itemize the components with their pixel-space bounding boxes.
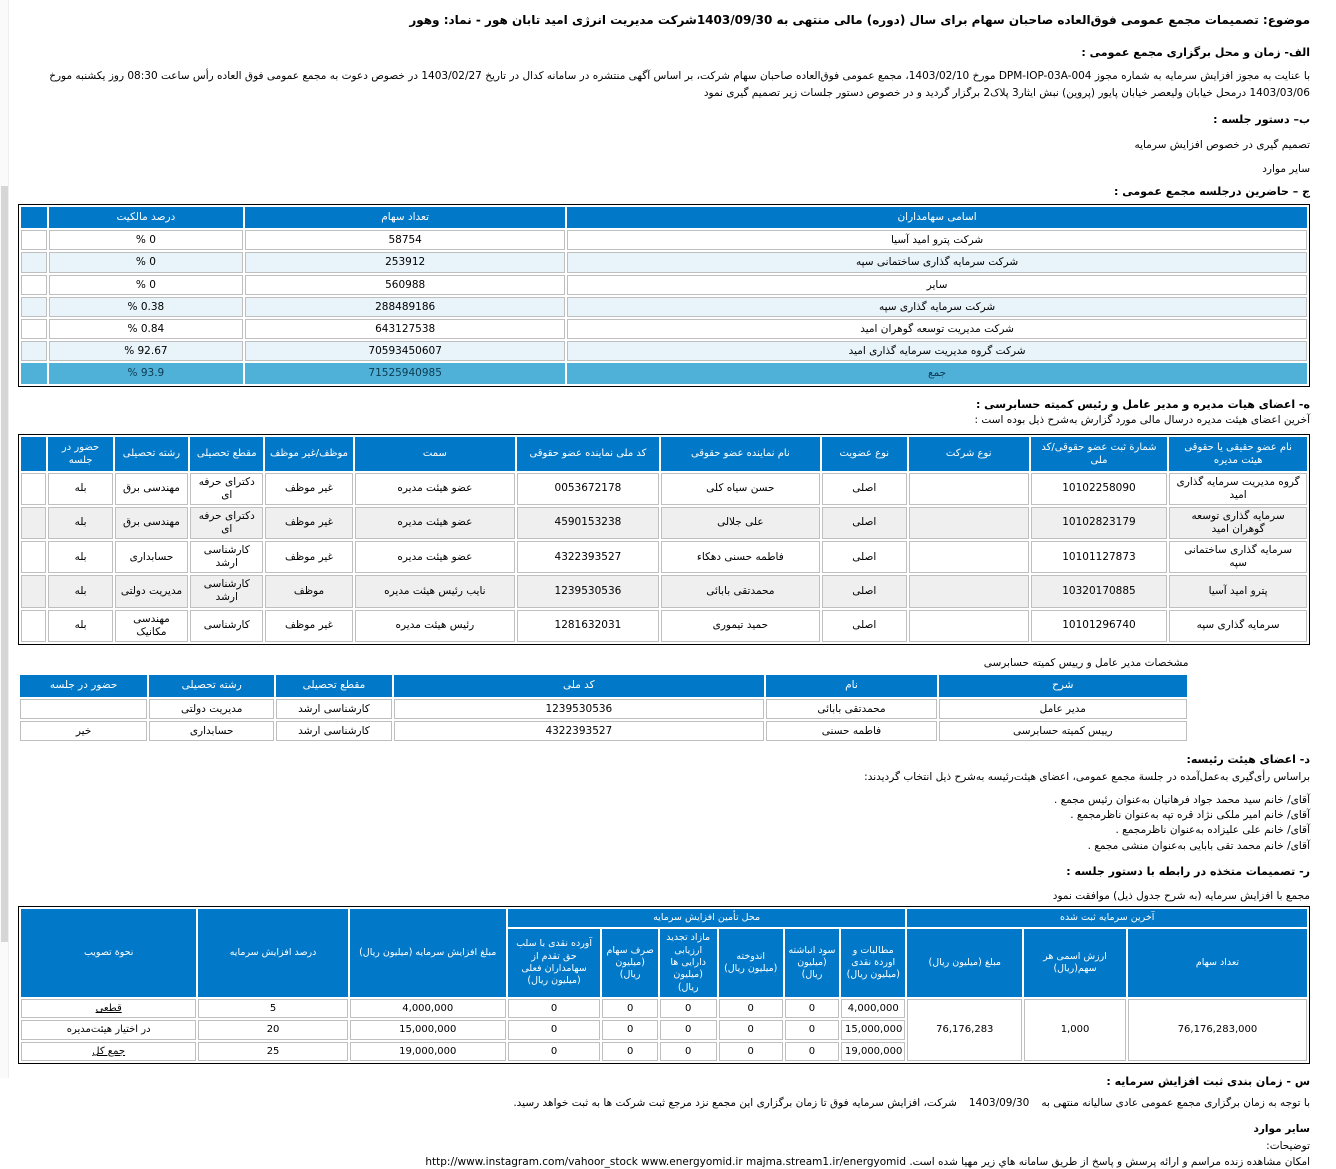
executive-status: موظف <box>265 575 352 607</box>
increase-percent: 25 <box>198 1042 347 1062</box>
cash-waiver: 0 <box>508 1020 601 1040</box>
retained-earnings: 0 <box>785 1042 839 1062</box>
board-col-rep-national-id: کد ملی نماینده عضو حقوقی <box>517 437 659 471</box>
presidium-member: آقای/ خانم محمد تقی بابایی به‌عنوان منشی مجمع . <box>1087 839 1310 852</box>
representative-name: حسن سیاه کلی <box>661 473 820 505</box>
shares-count: 643127538 <box>245 319 565 339</box>
cash-waiver: 0 <box>508 999 601 1019</box>
dec-col-amount: مبلغ (میلیون ریال) <box>907 929 1022 997</box>
section-r-heading: ر- تصمیمات متخذه در رابطه با دستور جلسه : <box>1066 864 1310 878</box>
dec-col-retained-earnings: سود انباشته (میلیون ریال) <box>785 929 839 997</box>
attendees-col-percent: درصد مالکیت <box>49 207 244 229</box>
membership-type: اصلی <box>822 575 907 607</box>
attendees-header-row <box>21 207 1307 229</box>
ownership-percent: % 0 <box>49 230 244 250</box>
scrollbar-thumb[interactable] <box>1 186 8 942</box>
board-col-position: سمت <box>355 437 516 471</box>
dec-col-receivables-cash: مطالبات و اوردة نقدی (میلیون ریال) <box>841 929 905 997</box>
attendance: بله <box>48 610 112 642</box>
receivables-cash: 15,000,000 <box>841 1020 905 1040</box>
notes-label: توضیحات: <box>1266 1139 1310 1152</box>
dec-col-share-count: تعداد سهام <box>1128 929 1307 997</box>
shareholder-name: شرکت پترو امید آسیا <box>567 230 1307 250</box>
section-d-heading: د- اعضای هیئت رئیسه: <box>1186 752 1310 766</box>
position: عضو هیئت مدیره <box>355 507 516 539</box>
rep-national-id: 4590153238 <box>517 507 659 539</box>
degree: کارشناسی <box>190 610 263 642</box>
person-name: محمدتقی بابائی <box>766 699 937 719</box>
section-other <box>18 1122 1310 1169</box>
increase-percent: 5 <box>198 999 347 1019</box>
reserves: 0 <box>719 999 783 1019</box>
spacer-cell <box>21 473 46 505</box>
section-agenda <box>18 113 1310 176</box>
section-attendees <box>18 185 1310 387</box>
other-heading: سایر موارد <box>1253 1123 1310 1136</box>
reserves: 0 <box>719 1042 783 1062</box>
attendees-col-shares: تعداد سهام <box>245 207 565 229</box>
registered-capital-group-header: آخرین سرمایه ثبت شده <box>907 909 1307 927</box>
executive-row <box>20 721 1187 741</box>
board-col-company-type: نوع شرکت <box>909 437 1029 471</box>
position: نایب رئیس هیئت مدیره <box>355 575 516 607</box>
attendance: بله <box>48 473 112 505</box>
executive-status: غیر موظف <box>265 541 352 573</box>
board-row <box>21 610 1307 642</box>
total-shares: 71525940985 <box>245 363 565 383</box>
board-col-member-name: نام عضو حقیقی یا حقوقی هیئت مدیره <box>1169 437 1307 471</box>
national-id: 1239530536 <box>394 699 764 719</box>
exec-col-name: نام <box>766 675 937 697</box>
executive-header-row <box>20 675 1187 697</box>
spacer-cell <box>21 507 46 539</box>
ownership-percent: % 0 <box>49 275 244 295</box>
attendance: خیر <box>20 721 147 741</box>
funding-source-group-header: محل تأمین افزایش سرمایه <box>508 909 906 927</box>
dec-col-reserves: اندوخته (میلیون ریال) <box>719 929 783 997</box>
shares-count: 560988 <box>245 275 565 295</box>
increase-amount: 15,000,000 <box>350 1020 506 1040</box>
dec-col-increase-amount: مبلغ افزایش سرمایه (میلیون ریال) <box>350 909 506 997</box>
dec-col-par-value: ارزش اسمی هر سهم(ریال) <box>1024 929 1126 997</box>
timing-lead: با توجه به زمان برگزاری مجمع عمومی عادی سالیانه منتهی به <box>1041 1097 1310 1110</box>
share-premium: 0 <box>602 1020 657 1040</box>
membership-type: اصلی <box>822 541 907 573</box>
field: حسابداری <box>149 721 274 741</box>
field: مدیریت دولتی <box>149 699 274 719</box>
notes-body: امکان مشاهده زنده مراسم و ارائه پرسش و پاسخ از طریق سامانه هاي زیر مهیا شده است. http://www.instagram.com/vahoor_stock www.energyomid.ir majma.stream1.ir/energyomid <box>425 1155 1310 1168</box>
board-col-degree: مقطع تحصیلی <box>190 437 263 471</box>
attendance: بله <box>48 541 112 573</box>
rep-national-id: 1281632031 <box>517 610 659 642</box>
ownership-percent: % 0.38 <box>49 297 244 317</box>
shareholder-name: شرکت سرمایه گذاری ساختمانی سپه <box>567 252 1307 272</box>
person-name: فاطمه حسنی <box>766 721 937 741</box>
company-type <box>909 575 1029 607</box>
spacer-cell <box>21 610 46 642</box>
national-id: 4322393527 <box>394 721 764 741</box>
spacer-cell <box>21 275 47 295</box>
shareholder-row <box>21 297 1307 317</box>
executive-table-title: مشخصات مدیر عامل و رییس کمیته حسابرسی <box>983 656 1189 669</box>
dec-col-increase-percent: درصد افزایش سرمایه <box>198 909 347 997</box>
position: عضو هیئت مدیره <box>355 473 516 505</box>
dec-col-cash-waiver: آورده نقدی با سلب حق تقدم از سهامداران فعلی (میلیون ریال) <box>508 929 601 997</box>
section-presidium <box>18 753 1310 854</box>
executive-table <box>18 673 1189 743</box>
ownership-percent: % 92.67 <box>49 341 244 361</box>
increase-amount: 19,000,000 <box>350 1042 506 1062</box>
registered-par-value: 1,000 <box>1024 999 1126 1062</box>
scrollbar-track[interactable] <box>0 0 9 1078</box>
degree: کارشناسی ارشد <box>190 575 263 607</box>
capital-increase-table <box>18 906 1310 1065</box>
shareholder-row <box>21 230 1307 250</box>
board-row <box>21 473 1307 505</box>
revaluation-surplus: 0 <box>660 999 717 1019</box>
membership-type: اصلی <box>822 507 907 539</box>
field: مدیریت دولتی <box>115 575 188 607</box>
exec-col-attendance: حضور در جلسه <box>20 675 147 697</box>
spacer-cell <box>21 230 47 250</box>
timing-date: 1403/09/30 <box>968 1097 1030 1110</box>
page-title: موضوع: تصمیمات مجمع عمومی فوق‌العاده صاحبان سهام برای سال (دوره) مالی منتهی به 1403/09/30شرکت مدیریت انرژی امید تابان هور - نماد: وهور <box>409 13 1310 27</box>
section-registration-timing <box>18 1075 1310 1110</box>
cash-waiver: 0 <box>508 1042 601 1062</box>
representative-name: فاطمه حسنی دهکاء <box>661 541 820 573</box>
board-row <box>21 575 1307 607</box>
registration-id: 10101127873 <box>1031 541 1168 573</box>
executive-status: غیر موظف <box>265 473 352 505</box>
total-label: جمع <box>567 363 1307 383</box>
approval-method: جمع کل <box>21 1042 196 1062</box>
receivables-cash: 19,000,000 <box>841 1042 905 1062</box>
attendees-table <box>18 204 1310 387</box>
board-row <box>21 507 1307 539</box>
section-e-subtitle: آخرین اعضای هیئت مدیره درسال مالی مورد گزارش به‌شرح ذیل بوده است : <box>974 414 1310 427</box>
capital-increase-row <box>21 999 1307 1019</box>
increase-percent: 20 <box>198 1020 347 1040</box>
board-row <box>21 541 1307 573</box>
decisions-group-header-row <box>21 909 1307 927</box>
spacer-cell <box>21 575 46 607</box>
position: رئیس هیئت مدیره <box>355 610 516 642</box>
membership-type: اصلی <box>822 610 907 642</box>
member-name: پترو امید آسیا <box>1169 575 1307 607</box>
presidium-member: آقای/ خانم علی علیزاده به‌عنوان ناظرمجمع . <box>1115 824 1310 837</box>
field: مهندسی مکانیک <box>115 610 188 642</box>
approval-method: قطعی <box>21 999 196 1019</box>
registered-amount: 76,176,283 <box>907 999 1022 1062</box>
member-name: سرمایه گذاری سپه <box>1169 610 1307 642</box>
company-type <box>909 507 1029 539</box>
rep-national-id: 1239530536 <box>517 575 659 607</box>
attendance: بله <box>48 575 112 607</box>
section-b-heading: ب– دستور جلسه : <box>1213 112 1310 126</box>
approval-note: مجمع با افزایش سرمایه (به شرح جدول ذیل) موافقت نمود <box>1052 889 1310 902</box>
revaluation-surplus: 0 <box>660 1042 717 1062</box>
section-meeting-time-place <box>18 46 1310 101</box>
section-a-body: با عنایت به مجوز افزایش سرمایه به شماره مجوز DPM-IOP-03A-004 مورخ 1403/02/10، مجمع عمومی فوق‌العاده صاحبان سهام شرکت، بر اساس آگهی منتشره در سامانه کدال در تاریخ 1403/02/27 در خصوص دعوت به مجمع عمومی فوق العاده رأس ساعت 08:30 روز یکشنبه مورخ 1403/03/06 درمحل خیابان ولیعصر خیابان پایور (پروین) نبش ایثار3 پلاک2 برگزار گردید و در خصوص دستور جلسات زیر تصمیم گیری نمود <box>49 70 1310 99</box>
section-c-heading: ج – حاضرین درجلسه مجمع عمومی : <box>1114 184 1310 198</box>
field: حسابداری <box>115 541 188 573</box>
registration-timing-text <box>18 1096 1310 1110</box>
reserves: 0 <box>719 1020 783 1040</box>
total-percent: % 93.9 <box>49 363 244 383</box>
timing-rest: شرکت، افزایش سرمایه فوق تا زمان برگزاری این مجمع نزد مرجع ثبت شرکت ها به ثبت خواهد رسید. <box>513 1097 957 1110</box>
presidium-member: آقای/ خانم سید محمد جواد فرهانیان به‌عنوان رئیس مجمع . <box>1053 793 1310 806</box>
exec-col-degree: مقطع تحصیلی <box>276 675 392 697</box>
member-name: سرمایه گذاری ساختمانی سپه <box>1169 541 1307 573</box>
field: مهندسی برق <box>115 473 188 505</box>
registration-id: 10102823179 <box>1031 507 1168 539</box>
shares-count: 70593450607 <box>245 341 565 361</box>
retained-earnings: 0 <box>785 1020 839 1040</box>
attendees-col-spacer <box>21 207 47 229</box>
member-name: سرمایه گذاری توسعه گوهران امید <box>1169 507 1307 539</box>
rep-national-id: 0053672178 <box>517 473 659 505</box>
role: مدیر عامل <box>939 699 1187 719</box>
attendance <box>20 699 147 719</box>
company-type <box>909 541 1029 573</box>
degree: کارشناسی ارشد <box>276 721 392 741</box>
shareholder-name: شرکت مدیریت توسعه گوهران امید <box>567 319 1307 339</box>
section-s-heading: س - زمان بندی ثبت افزایش سرمایه : <box>1106 1075 1310 1089</box>
position: عضو هیئت مدیره <box>355 541 516 573</box>
receivables-cash: 4,000,000 <box>841 999 905 1019</box>
share-premium: 0 <box>602 999 657 1019</box>
exec-col-field: رشته تحصیلی <box>149 675 274 697</box>
board-col-attendance: حضور در جلسه <box>48 437 112 471</box>
section-a-heading: الف- زمان و محل برگزاری مجمع عمومی : <box>1081 46 1310 60</box>
presidium-member: آقای/ خانم امیر ملکی نژاد قره تپه به‌عنوان ناظرمجمع . <box>1070 809 1310 822</box>
ownership-percent: % 0.84 <box>49 319 244 339</box>
attendees-total-row <box>21 363 1307 383</box>
executive-status: غیر موظف <box>265 507 352 539</box>
company-type <box>909 610 1029 642</box>
member-name: گروه مدیریت سرمایه گذاری امید <box>1169 473 1307 505</box>
membership-type: اصلی <box>822 473 907 505</box>
spacer-cell <box>21 341 47 361</box>
shares-count: 58754 <box>245 230 565 250</box>
section-d-intro: براساس رأی‌گیری به‌عمل‌آمده در جلسة مجمع عمومی، اعضای هیئت‌رئیسه به‌شرح ذیل انتخاب گردیدند: <box>864 770 1310 783</box>
attendance: بله <box>48 507 112 539</box>
exec-col-role: شرح <box>939 675 1187 697</box>
board-col-executive-status: موظف/غیر موظف <box>265 437 352 471</box>
board-col-spacer <box>21 437 46 471</box>
shareholder-row <box>21 252 1307 272</box>
board-col-field: رشته تحصیلی <box>115 437 188 471</box>
spacer-cell <box>21 541 46 573</box>
degree: دکترای حرفه ای <box>190 473 263 505</box>
revaluation-surplus: 0 <box>660 1020 717 1040</box>
registration-id: 10102258090 <box>1031 473 1168 505</box>
exec-col-national-id: کد ملی <box>394 675 764 697</box>
board-col-representative: نام نماینده عضو حقوقی <box>661 437 820 471</box>
shares-count: 288489186 <box>245 297 565 317</box>
spacer-cell <box>21 319 47 339</box>
degree: دکترای حرفه ای <box>190 507 263 539</box>
shares-count: 253912 <box>245 252 565 272</box>
approval-method: در اختیار هیئت‌مدیره <box>21 1020 196 1040</box>
board-col-membership-type: نوع عضویت <box>822 437 907 471</box>
board-header-row <box>21 437 1307 471</box>
dec-col-share-premium: صرف سهام (میلیون ریال) <box>602 929 657 997</box>
ownership-percent: % 0 <box>49 252 244 272</box>
shareholder-row <box>21 341 1307 361</box>
shareholder-row <box>21 275 1307 295</box>
field: مهندسی برق <box>115 507 188 539</box>
spacer-cell <box>21 252 47 272</box>
section-e-heading: ه- اعضای هیات مدیره و مدیر عامل و رئیس کمیته حسابرسی : <box>975 397 1310 411</box>
shareholder-name: شرکت سرمایه گذاری سپه <box>567 297 1307 317</box>
company-type <box>909 473 1029 505</box>
degree: کارشناسی ارشد <box>190 541 263 573</box>
shareholder-name: شرکت گروه مدیریت سرمایه گذاری امید <box>567 341 1307 361</box>
share-premium: 0 <box>602 1042 657 1062</box>
section-decisions <box>18 865 1310 1065</box>
section-board-members <box>18 398 1310 645</box>
board-table <box>18 434 1310 645</box>
registered-share-count: 76,176,283,000 <box>1128 999 1307 1062</box>
representative-name: علی جلالی <box>661 507 820 539</box>
board-col-registration-id: شمارة ثبت عضو حقوقی/کد ملی <box>1031 437 1168 471</box>
retained-earnings: 0 <box>785 999 839 1019</box>
registration-id: 10320170885 <box>1031 575 1168 607</box>
registration-id: 10101296740 <box>1031 610 1168 642</box>
executive-row <box>20 699 1187 719</box>
agenda-item: سایر موارد <box>1262 162 1310 175</box>
shareholder-name: سایر <box>567 275 1307 295</box>
increase-amount: 4,000,000 <box>350 999 506 1019</box>
attendees-col-name: اسامی سهامداران <box>567 207 1307 229</box>
shareholder-row <box>21 319 1307 339</box>
section-executive <box>18 656 1189 743</box>
role: رییس کمیته حسابرسی <box>939 721 1187 741</box>
representative-name: حمید تیموری <box>661 610 820 642</box>
dec-col-approval-method: نحوة تصویب <box>21 909 196 997</box>
rep-national-id: 4322393527 <box>517 541 659 573</box>
dec-col-revaluation-surplus: مازاد تجدید ارزیابی دارایی ها (میلیون ریال) <box>660 929 717 997</box>
degree: کارشناسی ارشد <box>276 699 392 719</box>
agenda-item: تصمیم گیری در خصوص افزایش سرمایه <box>1134 139 1310 152</box>
representative-name: محمدتقی بابائی <box>661 575 820 607</box>
spacer-cell <box>21 363 47 383</box>
spacer-cell <box>21 297 47 317</box>
executive-status: غیر موظف <box>265 610 352 642</box>
